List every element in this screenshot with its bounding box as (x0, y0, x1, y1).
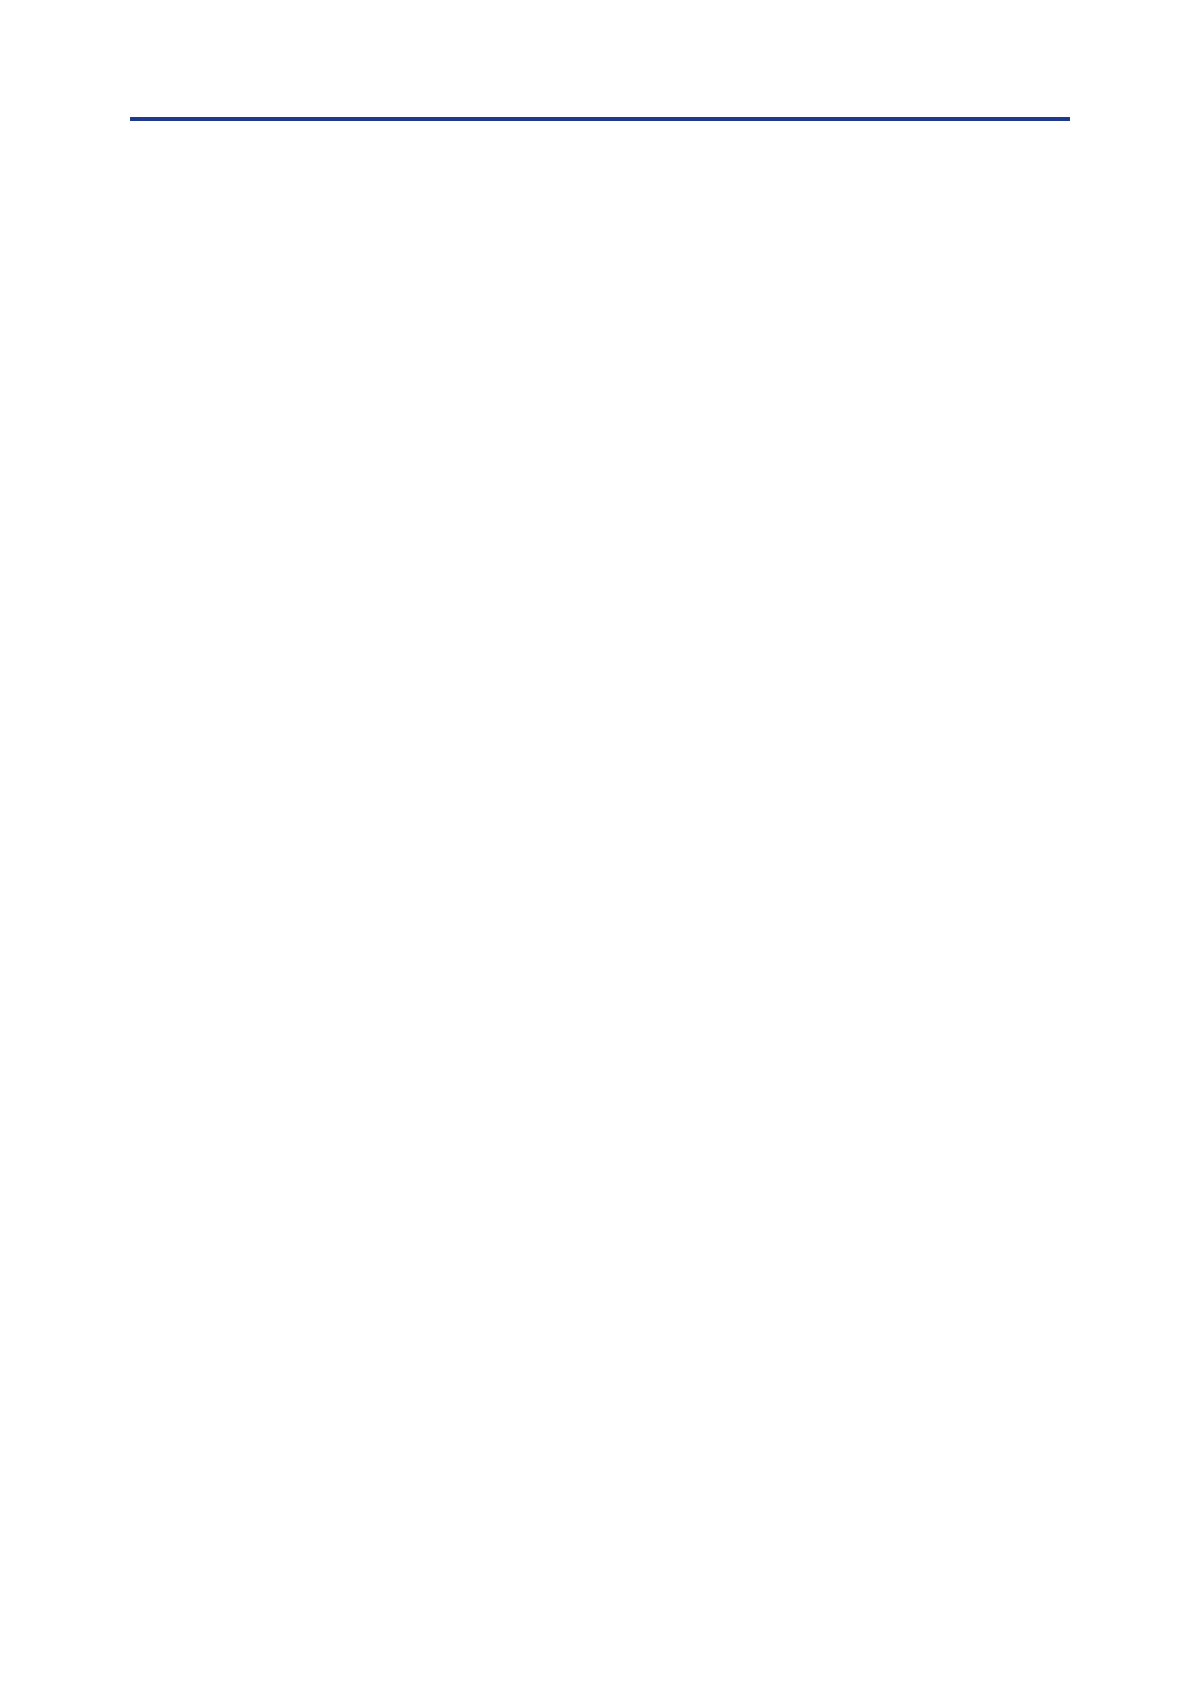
author-tel (115, 366, 1075, 390)
page-content (115, 124, 1075, 498)
abstract-heading (115, 474, 1075, 498)
author-org (115, 342, 1075, 366)
reference-item (115, 124, 1075, 149)
author-list (115, 318, 1075, 414)
article-title (115, 229, 1075, 278)
header-rule (130, 117, 1070, 121)
author-name (115, 318, 1075, 342)
author-email (115, 390, 1075, 414)
reference-list (115, 124, 1075, 149)
abstract-section (115, 474, 1075, 498)
author-block (115, 318, 1075, 414)
